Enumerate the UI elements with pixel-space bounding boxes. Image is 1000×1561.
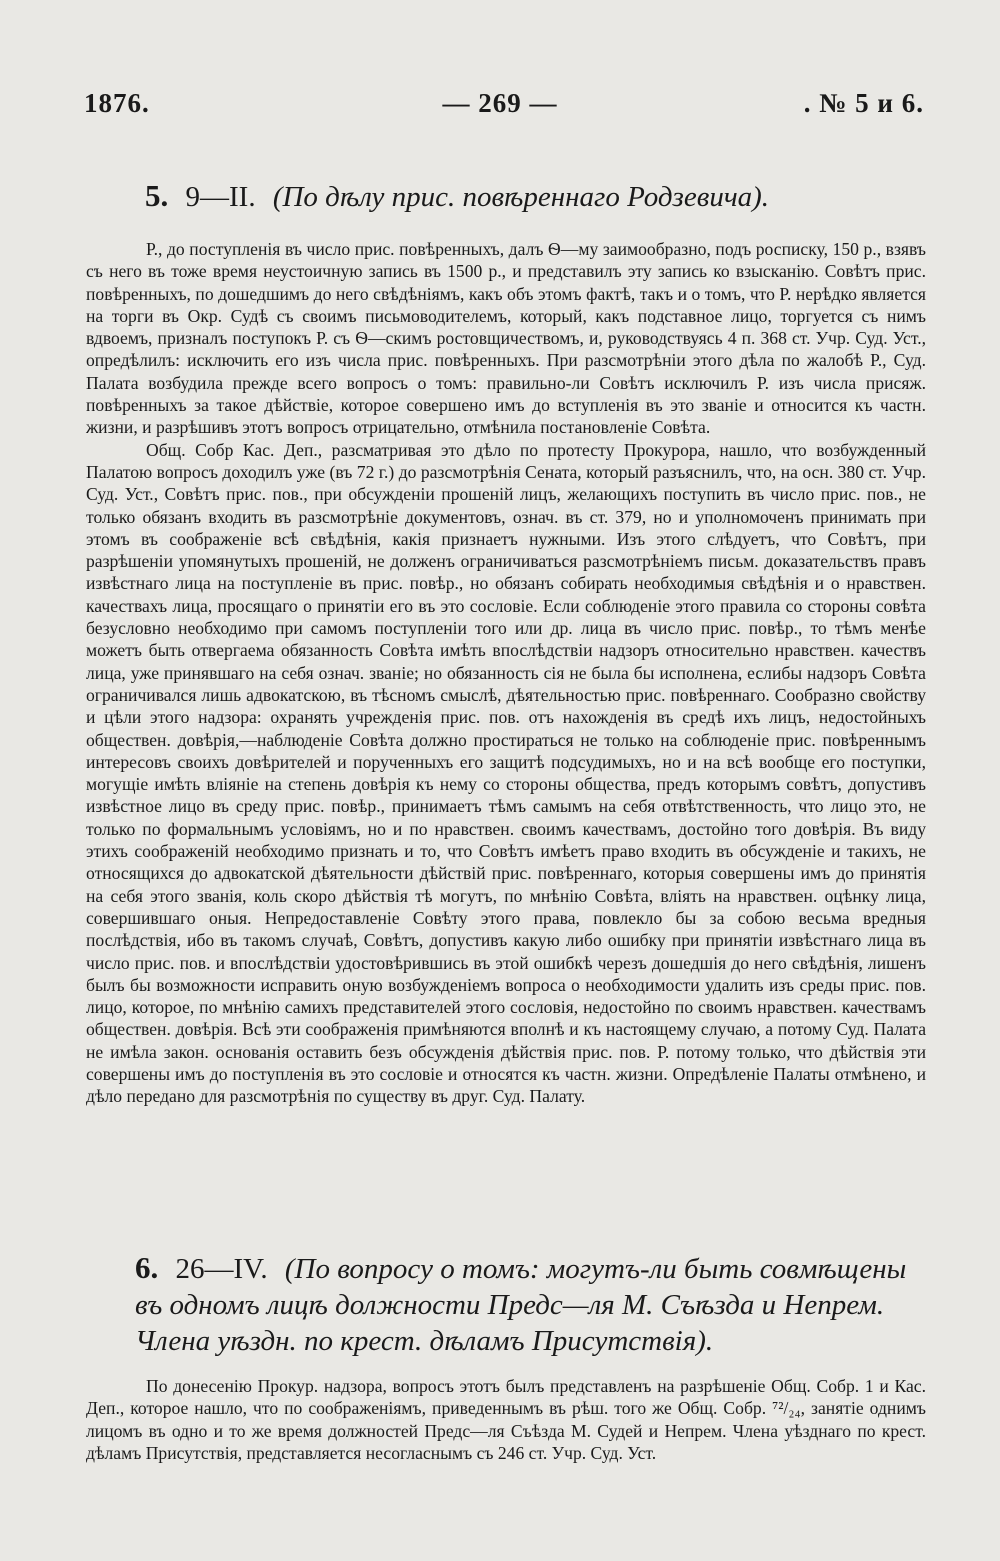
header-page-number: — 269 — (442, 88, 558, 118)
header-issue: . № 5 и 6. (803, 88, 924, 118)
section-6-body (86, 1375, 926, 1495)
section-6-number: 6. (135, 1250, 159, 1285)
section-6-title: (По вопросу о томъ: могутъ-ли быть совмѣщены въ одномъ лицѣ должности Предс—ля М. Съѣзда и Непрем. Члена уѣздн. по крест. дѣламъ Присутствія). (135, 1253, 907, 1357)
section-5-paragraph-1: Р., до поступленія въ число прис. повѣренныхъ, далъ Ѳ—му заимообразно, подъ росписку, 150 р., взявъ съ него въ тоже время неустоичную запись въ 1500 р., и представилъ эту запись ко взысканію. Совѣтъ прис. повѣренныхъ, по дошедшимъ до него свѣдѣніямъ, какъ объ этомъ фактѣ, такъ и о томъ, что Р. нерѣдко является на торги въ Окр. Судѣ съ своимъ письмоводителемъ, который, какъ подставное лицо, торгуется съ нимъ вдвоемъ, призналъ поступокъ Р. съ Ѳ—скимъ ростовщичествомъ, и, руководствуясь 4 п. 368 ст. Учр. Суд. Уст., опредѣлилъ: исключить его изъ числа прис. повѣренныхъ. При разсмотрѣніи этого дѣла по жалобѣ Р., Суд. Палата возбудила прежде всего вопросъ о томъ: правильно-ли Совѣтъ исключилъ Р. изъ числа присяж. повѣренныхъ за такое дѣйствіе, которое совершено имъ до вступленія въ это званіе и относится къ частн. жизни, и разрѣшивъ этотъ вопросъ отрицательно, отмѣнила постановленіе Совѣта. (86, 239, 926, 438)
section-5-date: 9—II. (185, 181, 256, 213)
section-6-date: 26—IV. (175, 1253, 268, 1285)
section-5-body (86, 238, 926, 1238)
section-5-number: 5. (145, 178, 169, 213)
section-5-title: (По дѣлу прис. повѣреннаго Родзевича). (272, 181, 770, 213)
header-year: 1876. (84, 88, 150, 118)
section-6-heading (135, 1250, 925, 1359)
section-5-heading (145, 178, 769, 214)
section-6-paragraph-1: По донесенію Прокур. надзора, вопросъ этотъ былъ представленъ на разрѣшеніе Общ. Собр. 1 и Кас. Деп., которое нашло, что по соображеніямъ, приведеннымъ въ рѣш. того же Общ. Собр. ⁷²/₂₄, занятіе однимъ лицомъ въ одно и то же время должностей Предс—ля Съѣзда М. Судей и Непрем. Члена уѣзднаго по крест. дѣламъ Присутствія, представляется несогласнымъ съ 246 ст. Учр. Суд. Уст. (86, 1376, 926, 1463)
section-5-paragraph-2: Общ. Собр Кас. Деп., разсматривая это дѣло по протесту Прокурора, нашло, что возбужденный Палатою вопросъ доходилъ уже (въ 72 г.) до разсмотрѣнія Сената, который разъяснилъ, что, на осн. 380 ст. Учр. Суд. Уст., Совѣтъ прис. пов., при обсужденіи прошеній лицъ, желающихъ поступить въ число прис. пов., не только обязанъ входить въ разсмотрѣніе документовъ, означ. въ ст. 379, но и уполномоченъ принимать при этомъ въ соображеніе всѣ свѣдѣнія, какія признаетъ нужными. Изъ этого слѣдуетъ, что Совѣтъ, при разрѣшеніи упомянутыхъ прошеній, не долженъ ограничиваться разсмотрѣніемъ письм. доказательствъ правъ извѣстнаго лица на поступленіе въ прис. повѣр., но обязанъ собирать необходимыя свѣдѣнія и о нравствен. качествахъ лица, просящаго о принятіи его въ это сословіе. Если соблюденіе этого правила со стороны совѣта безусловно необходимо при самомъ поступленіи того или др. лица въ число прис. повѣр., то тѣмъ менѣе можетъ быть отвергаема обязанность Совѣта имѣть впослѣдствіи надзоръ относительно нравствен. качествъ лица, уже принявшаго на себя означ. званіе; но обязанность сія не была бы исполнена, еслибы надзоръ Совѣта ограничивался лишь адвокатскою, въ тѣсномъ смыслѣ, дѣятельностью прис. повѣреннаго. Сообразно свойству и цѣли этого надзора: охранять учрежденія прис. пов. отъ нахожденія въ средѣ ихъ лицъ, недостойныхъ обществен. довѣрія,—наблюденіе Совѣта должно простираться не только на соблюденіе прис. повѣреннымъ интересовъ своихъ довѣрителей и порученныхъ его защитѣ подсудимыхъ, но и на всѣ вообще его поступки, могущіе имѣть вліяніе на степень довѣрія къ нему со стороны общества, предъ которымъ совѣтъ, допустивъ извѣстное лицо въ среду прис. повѣр., принимаетъ тѣмъ самымъ на себя отвѣтственность, что лицо это, не только по формальнымъ условіямъ, но и по нравствен. своимъ качествамъ, достойно того довѣрія. Въ виду этихъ соображеній необходимо признать и то, что Совѣтъ имѣетъ право входить въ обсужденіе и такихъ, не относящихся до адвокатской дѣятельности дѣйствій прис. повѣреннаго, которыя совершены имъ до принятія на себя этого званія, коль скоро дѣйствія тѣ могутъ, по мнѣнію Совѣта, вліять на нравствен. оцѣнку лица, совершившаго оныя. Непредоставленіе Совѣту этого права, повлекло бы за собою весьма вредныя послѣдствія, ибо въ такомъ случаѣ, Совѣтъ, допустивъ какую либо ошибку при принятіи извѣстнаго лица въ число прис. пов. и впослѣдствіи удостовѣрившись въ этой ошибкѣ черезъ дошедшія до него свѣдѣнія, лишенъ былъ бы возможности исправить оную возбужденіемъ вопроса о необходимости удалить изъ среды прис. пов. лицо, которое, по мнѣнію самихъ представителей этого сословія, недостойно по своимъ нравствен. качествамъ обществен. довѣрія. Всѣ эти соображенія примѣняются вполнѣ и къ настоящему случаю, а потому Суд. Палата не имѣла закон. основанія оставить безъ обсужденія дѣйствія прис. пов. Р. потому только, что дѣйствія эти совершены имъ до поступленія въ это сословіе и относятся къ частн. жизни. Опредѣленіе Палаты отмѣнено, и дѣло передано для разсмотрѣнія по существу въ друг. Суд. Палату. (86, 439, 926, 1107)
